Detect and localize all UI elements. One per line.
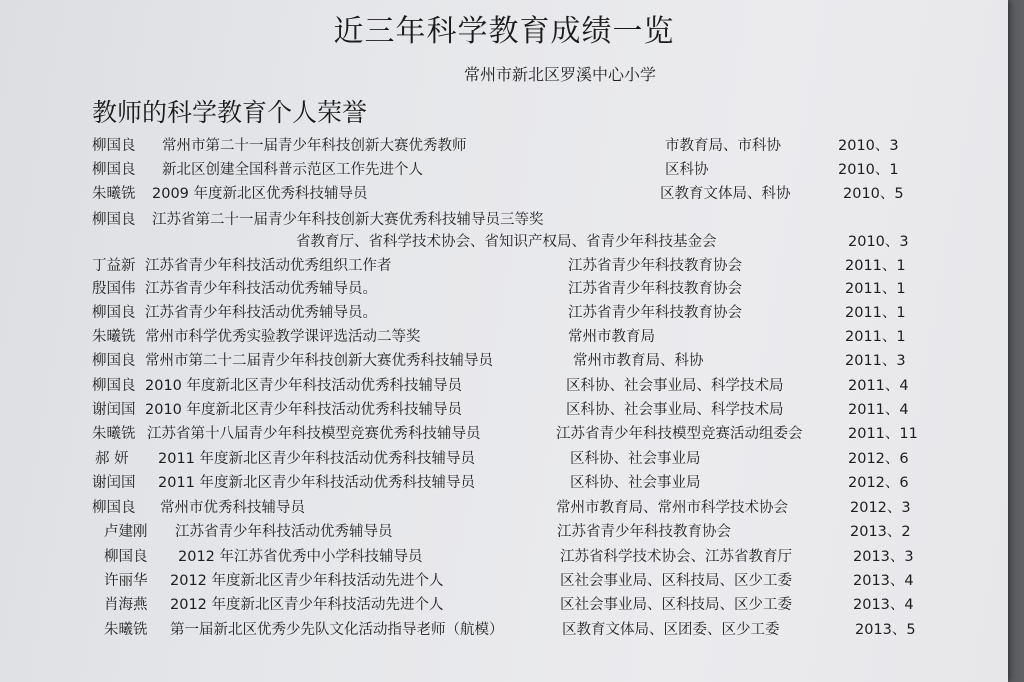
award-issuer: 区科协	[665, 162, 709, 178]
award-date: 2013、5	[855, 622, 916, 638]
award-date: 2010、3	[848, 234, 909, 250]
award-title: 江苏省青少年科技活动优秀辅导员。	[145, 281, 377, 297]
award-date: 2011、1	[845, 305, 906, 321]
award-date: 2011、1	[845, 329, 906, 345]
award-issuer: 常州市教育局、常州市科学技术协会	[556, 500, 788, 516]
list-item	[0, 520, 1008, 542]
award-recipient: 柳国良	[92, 162, 136, 178]
award-date: 2013、3	[853, 549, 914, 565]
award-title: 常州市第二十二届青少年科技创新大赛优秀科技辅导员	[145, 353, 493, 369]
award-issuer: 省教育厅、省科学技术协会、省知识产权局、省青少年科技基金会	[296, 234, 717, 250]
award-recipient: 柳国良	[92, 305, 136, 321]
award-title: 江苏省青少年科技活动优秀辅导员。	[145, 305, 377, 321]
award-recipient: 朱曦铣	[92, 329, 136, 345]
page-title: 近三年科学教育成绩一览	[333, 14, 675, 49]
list-item	[0, 569, 1008, 591]
award-recipient: 柳国良	[104, 549, 148, 565]
award-issuer: 区科协、社会事业局	[570, 451, 701, 467]
award-recipient: 朱曦铣	[92, 186, 136, 202]
award-recipient: 卢建刚	[104, 524, 148, 540]
list-item	[0, 447, 1008, 469]
award-issuer: 常州市教育局、科协	[573, 353, 704, 369]
award-issuer: 江苏省青少年科技模型竞赛活动组委会	[556, 426, 803, 442]
award-recipient: 柳国良	[92, 500, 136, 516]
award-title: 2011 年度新北区青少年科技活动优秀科技辅导员	[158, 475, 476, 491]
award-date: 2011、1	[845, 258, 906, 274]
award-title: 2009 年度新北区优秀科技辅导员	[152, 186, 368, 202]
list-item	[0, 301, 1008, 323]
award-recipient: 柳国良	[92, 138, 136, 154]
list-item	[0, 496, 1008, 518]
list-item	[0, 158, 1008, 180]
award-issuer: 常州市教育局	[568, 329, 655, 345]
list-item	[0, 208, 1008, 230]
award-title: 新北区创建全国科普示范区工作先进个人	[162, 162, 423, 178]
list-item	[0, 398, 1008, 420]
list-item	[0, 593, 1008, 615]
award-recipient: 朱曦铣	[92, 426, 136, 442]
award-date: 2011、1	[845, 281, 906, 297]
list-item	[0, 325, 1008, 347]
list-item	[0, 277, 1008, 299]
school-name: 常州市新北区罗溪中心小学	[463, 65, 656, 84]
award-issuer: 区教育文体局、区团委、区少工委	[562, 622, 780, 638]
list-item	[0, 349, 1008, 371]
list-item	[0, 182, 1008, 204]
award-recipient: 柳国良	[92, 353, 136, 369]
award-date: 2011、4	[848, 378, 909, 394]
list-item	[0, 471, 1008, 493]
award-date: 2011、3	[845, 353, 906, 369]
award-date: 2012、6	[848, 475, 909, 491]
award-title: 江苏省第二十一届青少年科技创新大赛优秀科技辅导员三等奖	[152, 212, 544, 228]
list-item	[0, 545, 1008, 567]
award-issuer: 江苏省青少年科技教育协会	[568, 258, 742, 274]
award-issuer: 区社会事业局、区科技局、区少工委	[560, 573, 792, 589]
award-title: 2012 年度新北区青少年科技活动先进个人	[170, 597, 444, 613]
award-recipient: 肖海燕	[104, 597, 148, 613]
award-date: 2012、6	[848, 451, 909, 467]
award-date: 2011、11	[848, 426, 918, 442]
award-title: 2012 年度新北区青少年科技活动先进个人	[170, 573, 444, 589]
award-recipient: 殷国伟	[92, 281, 136, 297]
list-item	[0, 254, 1008, 276]
award-date: 2010、3	[838, 138, 899, 154]
award-recipient: 谢闰国	[92, 402, 136, 418]
section-title: 教师的科学教育个人荣誉	[92, 98, 368, 127]
award-issuer: 区科协、社会事业局	[570, 475, 701, 491]
award-title: 江苏省青少年科技活动优秀组织工作者	[145, 258, 392, 274]
award-title: 常州市第二十一届青少年科技创新大赛优秀教师	[162, 138, 467, 154]
award-issuer: 江苏省青少年科技教育协会	[557, 524, 731, 540]
award-issuer: 江苏省青少年科技教育协会	[568, 281, 742, 297]
award-title: 2010 年度新北区青少年科技活动优秀科技辅导员	[145, 378, 463, 394]
award-issuer: 江苏省青少年科技教育协会	[568, 305, 742, 321]
award-title: 第一届新北区优秀少先队文化活动指导老师（航模）	[170, 622, 504, 638]
award-recipient: 许丽华	[104, 573, 148, 589]
award-date: 2013、4	[853, 597, 914, 613]
list-item	[0, 374, 1008, 396]
award-title: 常州市科学优秀实验教学课评选活动二等奖	[145, 329, 421, 345]
award-issuer: 区科协、社会事业局、科学技术局	[566, 378, 784, 394]
award-title: 2011 年度新北区青少年科技活动优秀科技辅导员	[158, 451, 476, 467]
award-recipient: 郝 妍	[95, 451, 129, 467]
award-title: 2010 年度新北区青少年科技活动优秀科技辅导员	[145, 402, 463, 418]
award-recipient: 朱曦铣	[104, 622, 148, 638]
award-date: 2013、2	[850, 524, 911, 540]
award-recipient: 柳国良	[92, 212, 136, 228]
award-title: 江苏省第十八届青少年科技模型竞赛优秀科技辅导员	[147, 426, 481, 442]
award-date: 2013、4	[853, 573, 914, 589]
award-date: 2012、3	[850, 500, 911, 516]
award-date: 2011、4	[848, 402, 909, 418]
award-title: 常州市优秀科技辅导员	[160, 500, 305, 516]
award-recipient: 谢闰国	[92, 475, 136, 491]
list-item	[0, 618, 1008, 640]
award-date: 2010、5	[843, 186, 904, 202]
list-item	[0, 134, 1008, 156]
award-recipient: 丁益新	[92, 258, 136, 274]
award-date: 2010、1	[838, 162, 899, 178]
award-recipient: 柳国良	[92, 378, 136, 394]
award-title: 江苏省青少年科技活动优秀辅导员	[175, 524, 393, 540]
list-item	[0, 422, 1008, 444]
award-issuer: 市教育局、市科协	[665, 138, 781, 154]
award-issuer: 区教育文体局、科协	[660, 186, 791, 202]
award-title: 2012 年江苏省优秀中小学科技辅导员	[178, 549, 423, 565]
award-issuer: 江苏省科学技术协会、江苏省教育厅	[560, 549, 792, 565]
award-issuer: 区社会事业局、区科技局、区少工委	[560, 597, 792, 613]
award-issuer: 区科协、社会事业局、科学技术局	[566, 402, 784, 418]
list-item	[0, 230, 1008, 252]
